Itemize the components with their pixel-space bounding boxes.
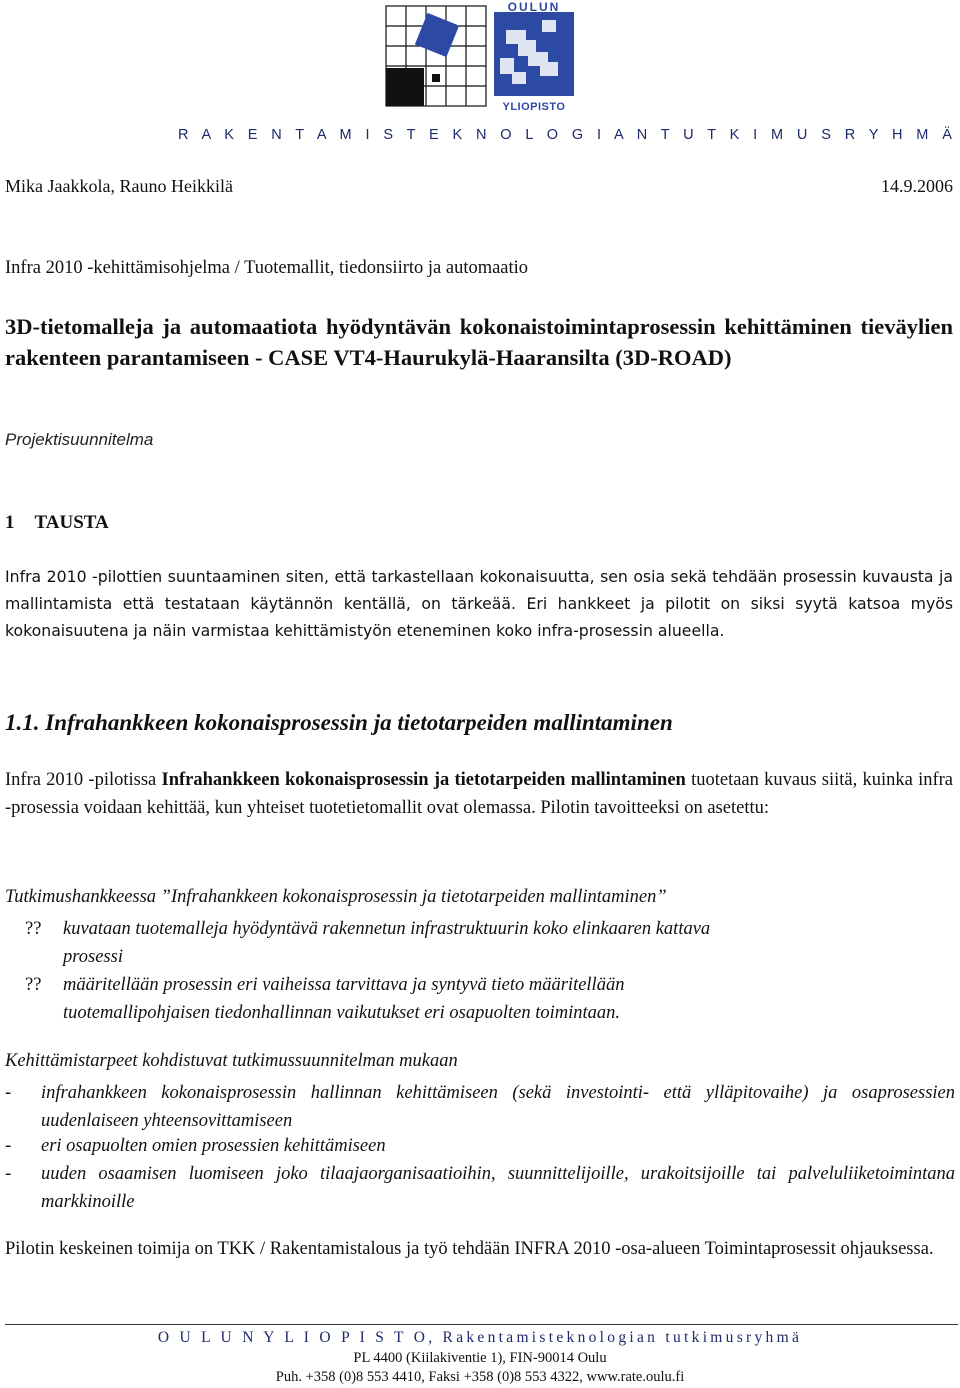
list-marker: ?? — [25, 919, 42, 939]
list-item — [5, 1160, 955, 1216]
footer-contact: Puh. +358 (0)8 553 4410, Faksi +358 (0)8 553 4322, www.rate.oulu.fi — [275, 1369, 685, 1385]
list-item — [25, 915, 905, 971]
list-item — [5, 1079, 955, 1135]
research-group-name: R A K E N T A M I S T E K N O L O G I A N T U T K I M U S R Y H M Ä — [178, 127, 957, 143]
closing-paragraph: Pilotin keskeinen toimija on TKK / Rakentamistalous ja työ tehdään INFRA 2010 -osa-alueen Toimintaprosessit ohjauksessa. — [5, 1239, 934, 1259]
footer-organization: O U L U N Y L I O P I S T O, Rakentamisteknologian tutkimusryhmä — [157, 1329, 803, 1346]
section-heading-tausta — [5, 512, 109, 534]
logo-text-top: OULUN — [507, 0, 561, 14]
list-item — [5, 1132, 955, 1160]
section-title: TAUSTA — [34, 512, 109, 533]
goals-heading: Tutkimushankkeessa ”Infrahankkeen kokonaisprosessin ja tietotarpeiden mallintaminen” — [5, 887, 667, 907]
meta-row — [5, 176, 953, 197]
list-item-continuation: tuotemallipohjaisen tiedonhallinnan vaikutukset eri osapuolten toimintaan. — [63, 1003, 620, 1023]
list-item-text: uuden osaamisen luomiseen joko tilaajaorganisaatioihin, suunnittelijoille, urakoitsijoille tai palveluliiketoimintana markkinoille — [41, 1164, 955, 1212]
paragraph-bold-title: Infrahankkeen kokonaisprosessin ja tietotarpeiden mallintaminen — [161, 770, 686, 790]
document-type: Projektisuunnitelma — [5, 430, 154, 449]
list-item-text: määritellään prosessin eri vaiheissa tarvittava ja syntyvä tieto määritellään — [63, 975, 625, 995]
list-item-continuation: prosessi — [63, 947, 123, 967]
paragraph-intro: Infra 2010 -pilotissa — [5, 770, 157, 790]
list-item-text: eri osapuolten omien prosessien kehittämiseen — [41, 1136, 386, 1156]
oulun-yliopisto-logo — [382, 0, 578, 114]
footer-address: PL 4400 (Kiilakiventie 1), FIN-90014 Oulu — [353, 1350, 607, 1366]
section-number: 1 — [5, 512, 15, 533]
list-marker: - — [5, 1136, 12, 1156]
list-item-text: kuvataan tuotemalleja hyödyntävä rakennetun infrastruktuurin koko elinkaaren kattava — [63, 919, 711, 939]
program-line: Infra 2010 -kehittämisohjelma / Tuotemallit, tiedonsiirto ja automaatio — [5, 258, 529, 278]
list-marker: - — [5, 1083, 12, 1103]
list-item-text: infrahankkeen kokonaisprosessin hallinnan kehittämiseen (sekä investointi- että ylläpitovaihe) ja osaprosessien uudenlaiseen yhteensovittamiseen — [41, 1083, 955, 1131]
needs-heading: Kehittämistarpeet kohdistuvat tutkimussuunnitelman mukaan — [5, 1051, 458, 1071]
subsection-heading: 1.1. Infrahankkeen kokonaisprosessin ja tietotarpeiden mallintaminen — [5, 710, 673, 735]
document-date: 14.9.2006 — [881, 176, 953, 196]
paragraph-rest: tuotetaan kuvaus siitä, kuinka infra -prosessia voidaan kehittää, kun yhteiset tuotetietomallit ovat olemassa. Pilotin tavoitteeksi on asetettu: — [5, 770, 954, 818]
list-marker: ?? — [25, 975, 42, 995]
footer-divider — [5, 1324, 958, 1325]
document-title: 3D-tietomalleja ja automaatiota hyödyntävän kokonaistoimintaprosessin kehittäminen tieväylien rakenteen parantamiseen - CASE VT4-Haurukylä-Haaransilta (3D-ROAD) — [5, 314, 953, 370]
logo-text-bottom: YLIOPISTO — [502, 101, 566, 113]
list-item — [25, 971, 905, 1027]
university-shield — [494, 12, 574, 96]
subsection-paragraph — [5, 766, 953, 822]
list-marker: - — [5, 1164, 12, 1184]
authors: Mika Jaakkola, Rauno Heikkilä — [5, 176, 233, 196]
tausta-paragraph: Infra 2010 -pilottien suuntaaminen siten, että tarkastellaan kokonaisuutta, sen osia sekä tehdään prosessin kuvausta ja mallintamista että testataan käytännön kentällä, on tärkeää. Eri hankkeet ja pilotit on siksi syytä katsoa myös kokonaisuutena ja näin varmistaa kehittämistyön eteneminen koko infra-prosessin alueella. — [5, 567, 953, 640]
